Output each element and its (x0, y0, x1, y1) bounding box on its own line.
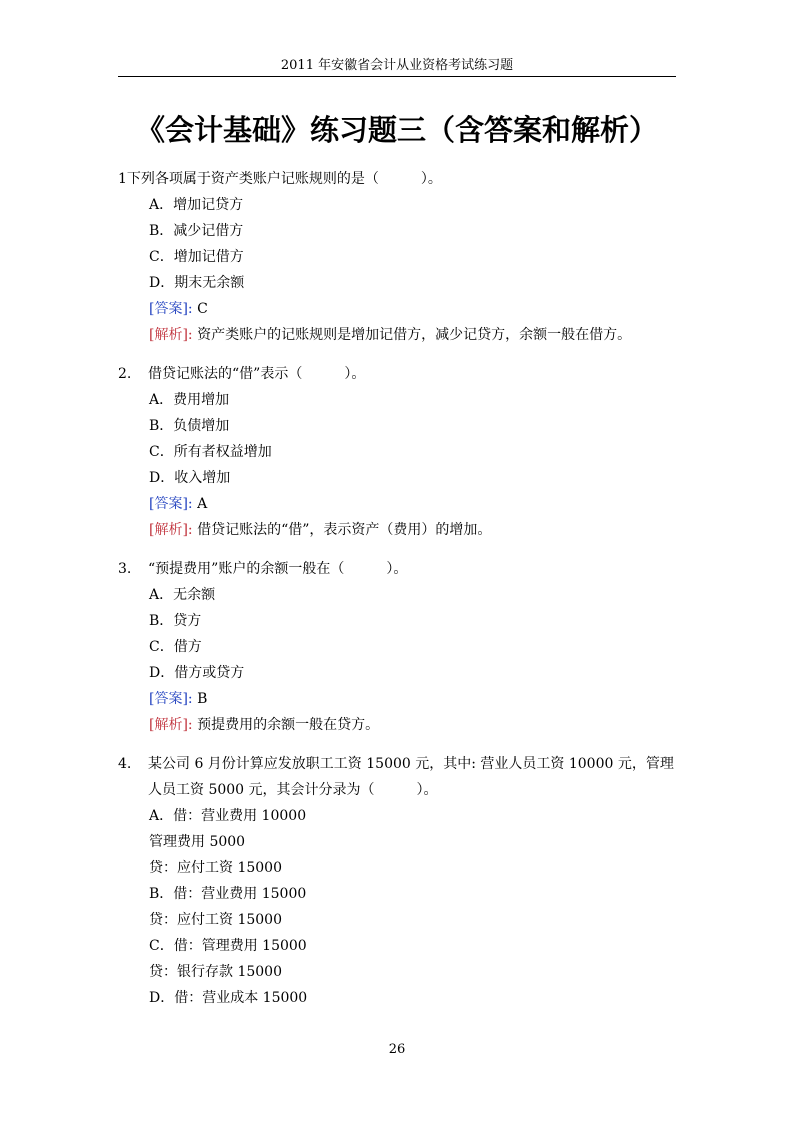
analysis-label: [解析]: (149, 522, 193, 538)
question-text: 借贷记账法的“借”表示（ ）。 (148, 366, 366, 382)
option-d: D．借方或贷方 (149, 665, 245, 681)
answer-value: B (197, 691, 208, 707)
question-4 (118, 751, 676, 1011)
question-number: 1 (118, 171, 127, 187)
answer-label: [答案]: (149, 691, 193, 707)
option-a-credit-line: 贷：应付工资 15000 (149, 860, 282, 876)
option-a: A．无余额 (149, 587, 216, 603)
page-header: 2011 年安徽省会计从业资格考试练习题 (280, 58, 514, 73)
option-c: C．借方 (149, 639, 202, 655)
analysis-text: 预提费用的余额一般在贷方。 (197, 717, 380, 733)
option-c: C．借：管理费用 15000 (149, 938, 307, 954)
analysis-text: 借贷记账法的“借”，表示资产（费用）的增加。 (197, 522, 492, 538)
question-number: 4. (118, 756, 132, 772)
question-text: “预提费用”账户的余额一般在（ ）。 (148, 561, 408, 577)
option-b: B．贷方 (149, 613, 202, 629)
question-text: 某公司 6 月份计算应发放职工工资 15000 元，其中: 营业人员工资 10000 元，管理人员工资 5000 元，其会计分录为（ ）。 (148, 756, 674, 798)
answer-line (118, 296, 676, 322)
answer-line (118, 686, 676, 712)
question-2 (118, 361, 676, 543)
option-b: B．借：营业费用 15000 (149, 886, 307, 902)
analysis-line (118, 322, 676, 348)
answer-line (118, 491, 676, 517)
answer-label: [答案]: (149, 301, 193, 317)
option-c: C．所有者权益增加 (149, 444, 272, 460)
analysis-text: 资产类账户的记账规则是增加记借方，减少记贷方，余额一般在借方。 (197, 327, 632, 343)
option-b: B．减少记借方 (149, 223, 244, 239)
option-c: C．增加记借方 (149, 249, 244, 265)
answer-value: A (197, 496, 208, 512)
analysis-line (118, 517, 676, 543)
answer-label: [答案]: (149, 496, 193, 512)
option-c-credit-line: 贷：银行存款 15000 (149, 964, 282, 980)
question-list (118, 166, 676, 1024)
question-text: 下列各项属于资产类账户记账规则的是（ ）。 (126, 171, 442, 187)
question-3 (118, 556, 676, 738)
analysis-label: [解析]: (149, 717, 193, 733)
option-d: D．收入增加 (149, 470, 231, 486)
question-1 (118, 166, 676, 348)
header-divider (118, 76, 676, 77)
question-number: 2. (118, 366, 132, 382)
document-title: 《会计基础》练习题三（含答案和解析） (135, 113, 658, 147)
page-number: 26 (388, 1042, 406, 1057)
analysis-line (118, 712, 676, 738)
option-a: A．增加记贷方 (149, 197, 244, 213)
option-d: D．借：营业成本 15000 (149, 990, 308, 1006)
option-a: A．费用增加 (149, 392, 230, 408)
option-a-debit-line: 管理费用 5000 (149, 834, 246, 850)
option-b-credit-line: 贷：应付工资 15000 (149, 912, 282, 928)
option-b: B．负债增加 (149, 418, 230, 434)
option-d: D．期末无余额 (149, 275, 245, 291)
answer-value: C (197, 301, 208, 317)
question-number: 3. (118, 561, 132, 577)
analysis-label: [解析]: (149, 327, 193, 343)
option-a: A．借：营业费用 10000 (149, 808, 307, 824)
